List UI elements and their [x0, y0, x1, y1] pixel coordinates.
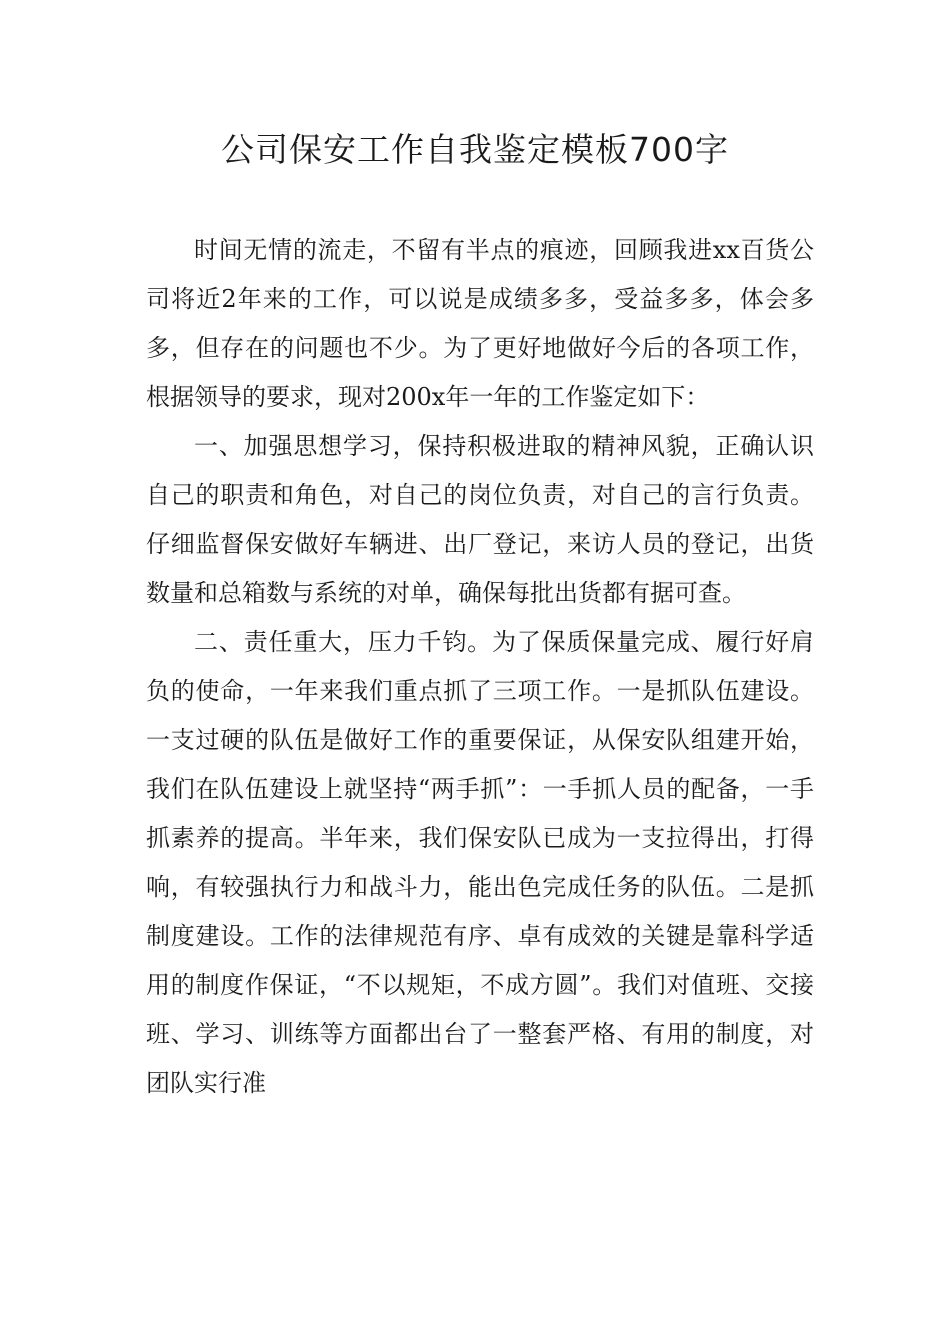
document-title: 公司保安工作自我鉴定模板700字 — [221, 130, 729, 169]
paragraph-section-two: 二、责任重大，压力千钧。为了保质保量完成、履行好肩负的使命，一年来我们重点抓了三项工作。一是抓队伍建设。一支过硬的队伍是做好工作的重要保证，从保安队组建开始，我们在队伍建设上就坚持“两手抓”：一手抓人员的配备，一手抓素养的提高。半年来，我们保安队已成为一支拉得出，打得响，有较强执行力和战斗力，能出色完成任务的队伍。二是抓制度建设。工作的法律规范有序、卓有成效的关键是靠科学适用的制度作保证，“不以规矩，不成方圆”。我们对值班、交接班、学习、训练等方面都出台了一整套严格、有用的制度，对团队实行准 — [146, 628, 814, 1097]
paragraph-intro: 时间无情的流走，不留有半点的痕迹，回顾我进xx百货公司将近2年来的工作，可以说是成绩多多，受益多多，体会多多，但存在的问题也不少。为了更好地做好今后的各项工作，根据领导的要求，现对200x年一年的工作鉴定如下： — [146, 236, 814, 411]
document-body — [146, 226, 814, 1108]
paragraph-section-one: 一、加强思想学习，保持积极进取的精神风貌，正确认识自己的职责和角色，对自己的岗位负责，对自己的言行负责。仔细监督保安做好车辆进、出厂登记，来访人员的登记，出货数量和总箱数与系统的对单，确保每批出货都有据可查。 — [146, 432, 814, 607]
